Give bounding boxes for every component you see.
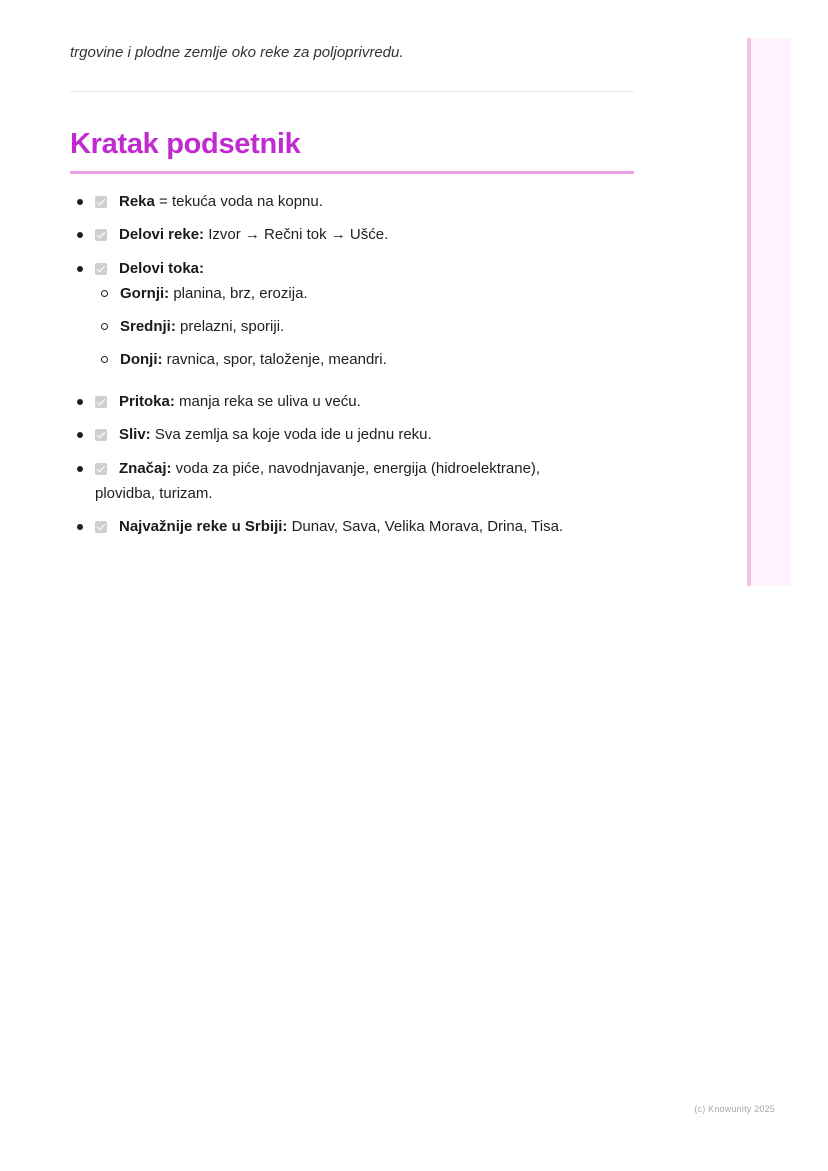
checkbox-checked-icon[interactable] [95, 196, 107, 208]
list-item-text [95, 389, 590, 414]
bullet-icon [77, 399, 83, 405]
checkbox-checked-icon[interactable] [95, 429, 107, 441]
bullet-icon [77, 266, 83, 272]
list-item-text [95, 456, 570, 506]
bullet-icon [77, 466, 83, 472]
item-term: Delovi toka: [119, 260, 205, 277]
subitem-description: planina, brz, erozija. [169, 285, 308, 302]
list-item-text [95, 189, 590, 214]
item-term: Sliv: [119, 426, 151, 443]
checkbox-checked-icon[interactable] [95, 396, 107, 408]
item-term: Značaj: [119, 460, 172, 477]
checkbox-checked-icon[interactable] [95, 463, 107, 475]
list-item-reka [70, 189, 590, 214]
item-term: Delovi reke: [119, 226, 205, 243]
sublist-item-text [120, 281, 580, 306]
sublist-item-srednji [100, 314, 580, 339]
subitem-term: Gornji: [120, 285, 170, 302]
subitem-description: prelazni, sporiji. [175, 318, 285, 335]
bullet-icon [77, 524, 83, 530]
intro-text: trgovine i plodne zemlje oko reke za poljoprivredu. [70, 44, 404, 61]
subitem-description: ravnica, spor, taloženje, meandri. [162, 351, 387, 368]
sublist-item-donji [100, 347, 580, 372]
bullet-icon [77, 199, 83, 205]
list-item-text [95, 256, 590, 281]
list-item-text [95, 422, 590, 447]
item-term: Najvažnije reke u Srbiji: [119, 518, 288, 535]
sublist-item-text [120, 347, 580, 372]
list-item-najvaznije-reke [70, 514, 610, 539]
bullet-icon [77, 432, 83, 438]
item-description: = tekuća voda na kopnu. [154, 193, 323, 210]
copyright-footer: (c) Knowunity 2025 [694, 1104, 775, 1114]
item-description: Dunav, Sava, Velika Morava, Drina, Tisa. [287, 518, 564, 535]
item-description: Izvor → Rečni tok → Ušće. [204, 226, 389, 243]
item-term: Pritoka: [119, 393, 175, 410]
side-panel [747, 38, 791, 586]
bullet-icon [77, 232, 83, 238]
sublist-item-gornji [100, 281, 580, 306]
item-description: manja reka se uliva u veću. [174, 393, 361, 410]
list-item-text [95, 222, 590, 247]
list-item-pritoka [70, 389, 590, 414]
section-heading: Kratak podsetnik [70, 128, 301, 160]
section-divider [70, 91, 634, 92]
checkbox-checked-icon[interactable] [95, 229, 107, 241]
circle-bullet-icon [101, 290, 108, 297]
checkbox-checked-icon[interactable] [95, 263, 107, 275]
item-description: Sva zemlja sa koje voda ide u jednu reku. [150, 426, 432, 443]
list-item-text [95, 514, 610, 539]
list-item-znacaj [70, 456, 570, 506]
checkbox-checked-icon[interactable] [95, 521, 107, 533]
list-item-delovi-toka [70, 256, 590, 281]
list-item-sliv [70, 422, 590, 447]
subitem-term: Donji: [120, 351, 163, 368]
circle-bullet-icon [101, 323, 108, 330]
subitem-term: Srednji: [120, 318, 176, 335]
item-description: voda za piće, navodnjavanje, energija (hidroelektrane), plovidba, turizam. [95, 460, 541, 502]
list-item-delovi-reke [70, 222, 590, 247]
heading-underline [70, 171, 634, 174]
circle-bullet-icon [101, 356, 108, 363]
item-term: Reka [119, 193, 155, 210]
sublist-item-text [120, 314, 580, 339]
